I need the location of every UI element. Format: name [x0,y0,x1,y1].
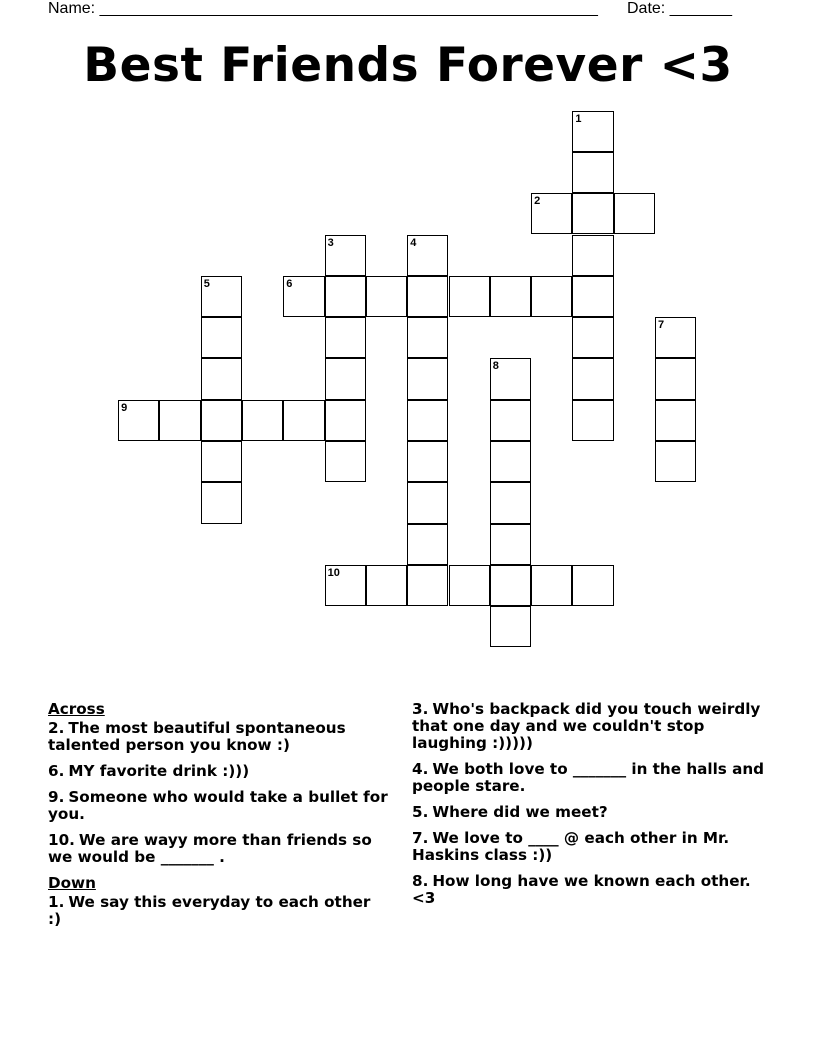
clue-number-label: 8 [492,360,499,373]
section-heading-down: Down [48,874,96,892]
clue-item [412,804,777,821]
crossword-cell[interactable] [366,276,407,317]
crossword-cell[interactable] [531,565,572,606]
crossword-cell[interactable] [118,400,159,441]
clue-number: 1. [48,893,65,911]
crossword-cell[interactable] [614,193,655,234]
clue-number-label: 3 [327,236,334,249]
clue-number: 4. [412,760,429,778]
clue-number: 3. [412,700,429,718]
crossword-cell[interactable] [201,441,242,482]
crossword-cell[interactable] [655,400,696,441]
crossword-cell[interactable] [531,276,572,317]
clue-item [412,701,777,752]
crossword-cell[interactable] [407,235,448,276]
crossword-cell[interactable] [449,565,490,606]
crossword-cell[interactable] [490,276,531,317]
crossword-cell[interactable] [407,317,448,358]
crossword-cell[interactable] [325,235,366,276]
crossword-cell[interactable] [201,482,242,523]
crossword-cell[interactable] [325,400,366,441]
crossword-cell[interactable] [407,400,448,441]
crossword-cell[interactable] [572,193,613,234]
crossword-cell[interactable] [572,358,613,399]
clue-item [412,873,777,907]
crossword-cell[interactable] [490,606,531,647]
crossword-cell[interactable] [201,276,242,317]
crossword-cell[interactable] [655,441,696,482]
clue-number: 8. [412,872,429,890]
crossword-cell[interactable] [655,358,696,399]
clue-number-label: 6 [286,277,293,290]
clue-number: 9. [48,788,65,806]
crossword-cell[interactable] [366,565,407,606]
clue-number: 2. [48,719,65,737]
crossword-cell[interactable] [407,524,448,565]
clue-number-label: 9 [121,401,128,414]
clue-item [48,832,388,866]
crossword-cell[interactable] [407,482,448,523]
clue-text: How long have we known each other. <3 [412,872,751,907]
clue-text: MY favorite drink :))) [68,762,250,780]
clue-number: 5. [412,803,429,821]
clue-number-label: 2 [534,195,541,208]
clue-item [48,763,388,780]
clue-item [48,789,388,823]
puzzle-title: Best Friends Forever <3 [83,38,733,93]
clue-text: We both love to _______ in the halls and people stare. [412,760,765,795]
clue-text: We say this everyday to each other :) [48,893,371,928]
crossword-cell[interactable] [283,276,324,317]
crossword-cell[interactable] [283,400,324,441]
clue-item [412,761,777,795]
crossword-cell[interactable] [201,400,242,441]
clue-text: The most beautiful spontaneous talented person you know :) [48,719,346,754]
date-line: Date: _______ [627,0,732,17]
crossword-cell[interactable] [490,400,531,441]
crossword-cell[interactable] [490,358,531,399]
crossword-cell[interactable] [201,317,242,358]
clue-item [48,894,388,928]
clue-number-label: 4 [410,236,417,249]
clue-item [412,830,777,864]
clue-number: 6. [48,762,65,780]
crossword-cell[interactable] [572,565,613,606]
crossword-cell[interactable] [325,441,366,482]
crossword-cell[interactable] [449,276,490,317]
clues-right-column [412,701,777,916]
crossword-cell[interactable] [490,482,531,523]
clue-number-label: 5 [203,277,210,290]
crossword-cell[interactable] [572,276,613,317]
crossword-cell[interactable] [490,441,531,482]
crossword-cell[interactable] [325,276,366,317]
crossword-cell[interactable] [655,317,696,358]
clue-item [48,720,388,754]
clue-text: Who's backpack did you touch weirdly that one day and we couldn't stop laughing :))))) [412,700,761,752]
clue-number-label: 1 [575,112,582,125]
crossword-cell[interactable] [531,193,572,234]
crossword-cell[interactable] [490,565,531,606]
clue-number: 10. [48,831,75,849]
crossword-cell[interactable] [572,111,613,152]
clue-text: Where did we meet? [432,803,608,821]
section-heading-across: Across [48,700,105,718]
crossword-cell[interactable] [325,358,366,399]
clue-number-label: 7 [658,319,665,332]
crossword-cell[interactable] [572,317,613,358]
clues-left-column [48,701,388,937]
crossword-cell[interactable] [201,358,242,399]
crossword-cell[interactable] [572,152,613,193]
crossword-cell[interactable] [242,400,283,441]
crossword-cell[interactable] [572,235,613,276]
crossword-cell[interactable] [325,565,366,606]
crossword-cell[interactable] [572,400,613,441]
crossword-cell[interactable] [490,524,531,565]
crossword-cell[interactable] [407,276,448,317]
clue-text: We are wayy more than friends so we would be _______ . [48,831,372,866]
clue-text: Someone who would take a bullet for you. [48,788,388,823]
crossword-cell[interactable] [325,317,366,358]
crossword-cell[interactable] [407,441,448,482]
clue-number: 7. [412,829,429,847]
crossword-cell[interactable] [407,565,448,606]
name-line: Name: ________________________________________________________ [48,0,598,17]
crossword-cell[interactable] [159,400,200,441]
clue-text: We love to ____ @ each other in Mr. Haskins class :)) [412,829,730,864]
clue-number-label: 10 [327,566,340,579]
crossword-cell[interactable] [407,358,448,399]
